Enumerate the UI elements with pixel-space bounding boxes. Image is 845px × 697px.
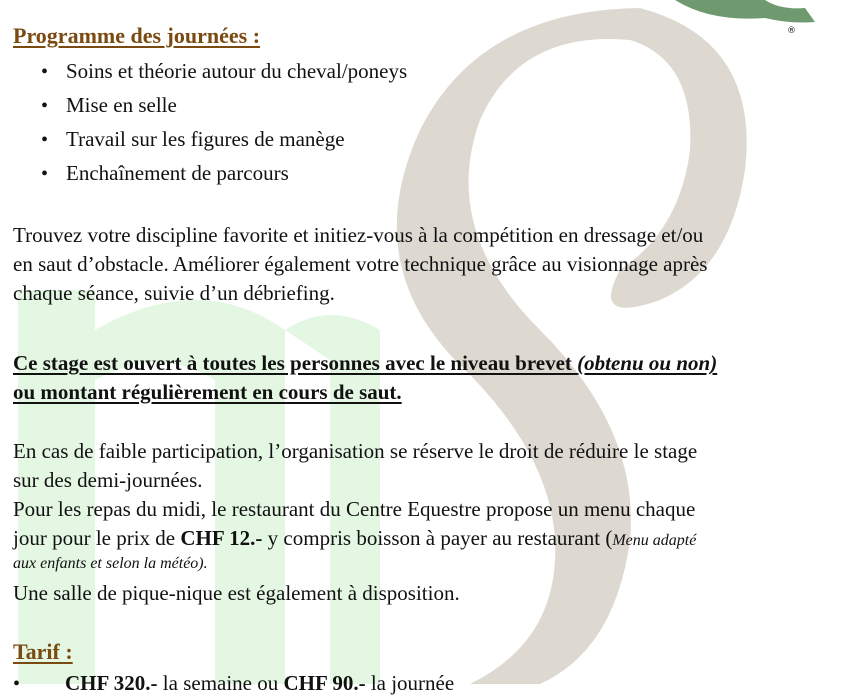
intro-line: chaque séance, suivie d’un débriefing. <box>13 281 335 305</box>
bullet-icon: • <box>13 673 21 695</box>
notes-text: y compris boisson à payer au restaurant ( <box>262 526 613 550</box>
program-item <box>41 160 289 187</box>
notes-line <box>13 525 696 554</box>
bullet-icon: • <box>41 61 49 83</box>
bullet-icon: • <box>41 129 49 151</box>
intro-line: Trouvez votre discipline favorite et initiez-vous à la compétition en dressage et/ou <box>13 223 704 247</box>
notes-line: Pour les repas du midi, le restaurant du Centre Equestre propose un menu chaque <box>13 497 696 521</box>
price-day: CHF 90.- <box>283 671 366 695</box>
program-heading: Programme des journées : <box>13 23 261 48</box>
requirement-line <box>13 350 717 376</box>
program-item-text: Travail sur les figures de manège <box>66 127 345 151</box>
requirement-italic: (obtenu ou non) <box>577 351 718 375</box>
tarif-text: la journée <box>365 671 455 695</box>
bullet-icon: • <box>41 163 49 185</box>
program-item <box>41 126 345 153</box>
notes-line: sur des demi-journées. <box>13 468 203 492</box>
program-item-text: Soins et théorie autour du cheval/poneys <box>66 59 408 83</box>
price-week: CHF 320.- <box>65 671 158 695</box>
program-item-text: Mise en selle <box>66 93 177 117</box>
registered-mark: ® <box>787 26 796 36</box>
program-item-text: Enchaînement de parcours <box>66 161 289 185</box>
program-item <box>41 92 177 119</box>
requirement-line: ou montant régulièrement en cours de saut. <box>13 380 402 404</box>
intro-line: en saut d’obstacle. Améliorer également votre technique grâce au visionnage après <box>13 252 708 276</box>
notes-text: jour pour le prix de <box>13 526 181 550</box>
program-item <box>41 58 407 85</box>
tarif-heading: Tarif : <box>13 639 73 664</box>
meal-price: CHF 12.- <box>180 526 263 550</box>
requirement-text: Ce stage est ouvert à toutes les personnes avec le niveau brevet <box>13 351 578 375</box>
notes-italic-line: aux enfants et selon la météo). <box>13 555 208 572</box>
notes-line: Une salle de pique-nique est également à disposition. <box>13 581 460 605</box>
tarif-text: la semaine ou <box>157 671 284 695</box>
bullet-icon: • <box>41 95 49 117</box>
notes-line: En cas de faible participation, l’organisation se réserve le droit de réduire le stage <box>13 439 698 463</box>
notes-italic: Menu adapté <box>612 532 697 549</box>
